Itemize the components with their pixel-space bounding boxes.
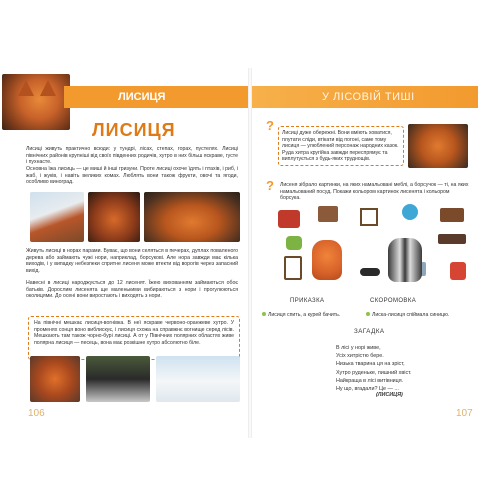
tongue-twister-line [366,312,476,319]
question-icon-2: ? [266,178,274,193]
fox-snow-photo [408,124,468,168]
badger-character [388,238,422,282]
fox-ear-icon [40,80,56,96]
silver-fox-photo [86,356,150,402]
riddle-title: ЗАГАДКА [354,328,385,335]
riddle-line: Низька тварина ця на зріст, [336,361,405,368]
riddle-line: Ну що, вгадали? Це — ... [336,386,399,393]
riddle-line: Найкраща в лісі витівниця. [336,377,404,384]
sleeping-fox-photo [144,192,240,242]
bullet-icon [366,312,370,316]
fox-face-photo [88,192,140,242]
task-text: Лисеня зібрало картинки, на яких намальовані меблі, а борсучок — ті, на яких намальований посуд. Покажи кольором картинок лисенята і кольором борсука. [280,182,469,202]
fact-box-text: На північні мешкає лисиця-вогнівка. В неї яскраве червоно-оранжеве хутро. У променях сонця воно виблискує, і лисиця схожа на справжнє вогнище серед лісів. Мешкають там також чорно-бурі лисиці. А от у Північних полярних областях живе полярна лисиця — песець, вона має розкішне хутро абсолютно біле. [34,320,234,346]
fox-portrait-photo [2,74,70,130]
page-title: ЛИСИЦЯ [92,120,176,140]
cabinet-picture[interactable] [318,206,338,222]
riddle-text [336,344,412,393]
stool-picture[interactable] [360,208,378,226]
riddle-line: В лісі у норі живе, [336,345,381,351]
arctic-fox-photo [156,356,240,402]
page-number-left: 106 [28,408,45,419]
bullet-icon [262,312,266,316]
red-fox-photo [30,356,80,402]
frying-pan-picture[interactable] [360,268,380,276]
question-icon: ? [266,118,274,133]
proverb-line [262,312,362,319]
green-teapot-picture[interactable] [286,236,302,250]
food-paragraph: Основна їжа лисиць — це миші й інші гризуни. Проте лисиці охоче їдять і птахів, і риб, і жаб, і жуків, і навіть великих комах. Люблять вони також фрукти, овочі та ягоди, особливо виноград. [26,166,238,186]
note-text: Лисиці дуже обережні. Вони вміють ховатися, плутати сліди, втікати від погоні, саме тому лисиця — улюблений персонаж народних казок. Руда хитра кругійка завжди переспрямує та виплутується з будь-яких труднощів. [282,130,399,163]
fox-cub-character [312,240,342,280]
tongue-twister-text: Лиска-лисиця спіймала синицю. [372,312,450,318]
bench-picture[interactable] [440,208,464,222]
table-picture[interactable] [438,234,466,244]
chair-picture[interactable] [284,256,302,280]
book-gutter [248,68,252,438]
cubs-paragraph: Навесні в лисиці народжується до 12 лисенят. Їжею вихованням займаються обоє батьків. Дорослим лисенята ще маленькими вибираються з нори і прогулюються околицями. До осені вони виростають і виходять з нори. [26,280,238,300]
page-number-right: 107 [456,408,473,419]
fox-winter-photo [30,192,84,242]
burrows-paragraph: Живуть лисиці в норах парами. Буває, що вони селяться в печерах, дуплах поваленого дерева або займають чужі нори, наприклад, борсукові. Але нора завжди має кілька виходів, і у випадку небезпеки спритне лисеня може втекти від ворогів через запасний вихід. [26,248,238,274]
red-pot-picture[interactable] [278,210,300,228]
header-title-right: У ЛІСОВІЙ ТИШІ [322,91,415,103]
riddle-line: Хутро руденьке, пишний хвіст. [336,369,412,376]
proverb-label: ПРИКАЗКА [290,298,325,304]
blue-bowl-picture[interactable] [402,204,418,220]
fox-ear-icon [18,80,34,96]
intro-paragraph: Лисиці живуть практично всюди: у тундрі, лісах, степах, горах, пустелях. Лисиці північних районів крупніші від своїх південних родичів, хутро в них більш яскраве, густе і пухнасте. [26,146,238,166]
riddle-answer: (ЛИСИЦЯ) [376,392,403,398]
red-jug-picture[interactable] [450,262,466,280]
header-title-left: ЛИСИЦЯ [118,91,166,103]
tongue-twister-label: СКОРОМОВКА [370,298,417,304]
riddle-line: Усіх хитрістю бере. [336,353,384,360]
proverb-text: Лисиця спить, а курей бачить. [268,312,341,318]
